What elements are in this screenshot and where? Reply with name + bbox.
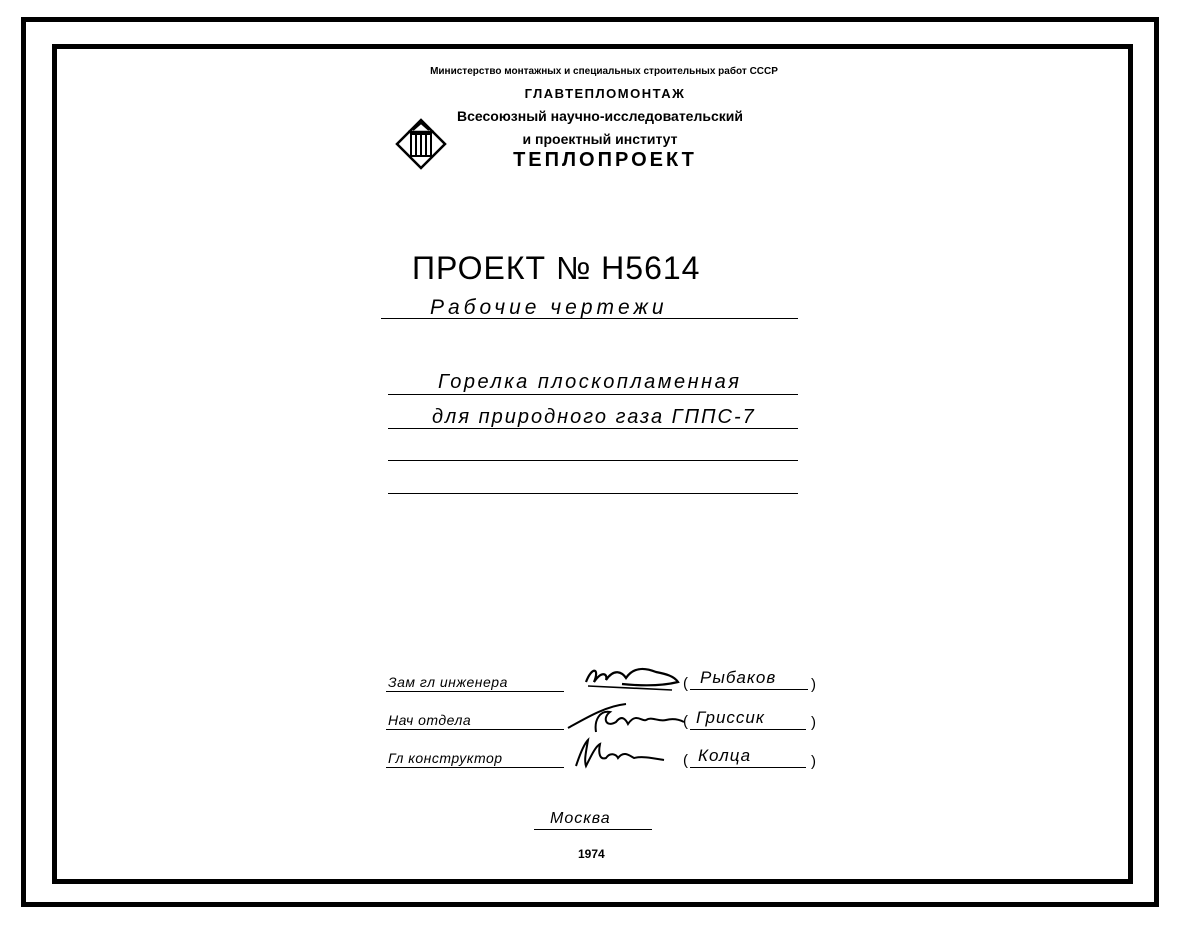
role-underline-3 [386,767,564,768]
paren-close-2: ) [811,714,816,731]
city-underline [534,829,652,830]
signature-role-2: Нач отдела [388,712,472,728]
object-name-line-2: для природного газа ГППС-7 [432,406,756,428]
paren-close-1: ) [811,676,816,693]
name-underline-1 [690,689,808,690]
paren-open-2: ( [683,713,688,730]
institute-line-1: Всесоюзный научно-исследовательский [457,108,743,124]
institute-logo-icon [395,118,447,170]
project-stage: Рабочие чертежи [430,296,668,319]
name-underline-2 [690,729,806,730]
role-underline-2 [386,729,564,730]
paren-open-1: ( [683,675,688,692]
signature-name-1: Рыбаков [700,668,777,687]
signature-2-icon [566,698,686,736]
object-name-line-1: Горелка плоскопламенная [438,371,742,393]
signature-role-3: Гл конструктор [388,750,503,766]
year: 1974 [578,847,605,861]
glavk-name: ГЛАВТЕПЛОМОНТАЖ [524,86,686,101]
signature-role-1: Зам гл инженера [388,674,508,690]
institute-name: ТЕПЛОПРОЕКТ [513,149,697,171]
institute-line-2: и проектный институт [522,131,678,147]
signature-3-icon [572,736,672,770]
name-underline-3 [690,767,806,768]
project-number: ПРОЕКТ № Н5614 [412,250,701,286]
ministry-line: Министерство монтажных и специальных строительных работ СССР [430,66,778,77]
signature-1-icon [582,660,682,694]
stage-underline [381,318,798,319]
signature-name-2: Гриссик [696,708,765,727]
paren-open-3: ( [683,752,688,769]
object-underline-2 [388,428,798,429]
city: Москва [550,810,611,827]
paren-close-3: ) [811,753,816,770]
role-underline-1 [386,691,564,692]
signature-name-3: Колца [698,746,752,765]
object-underline-3 [388,460,798,461]
object-underline-4 [388,493,798,494]
object-underline-1 [388,394,798,395]
